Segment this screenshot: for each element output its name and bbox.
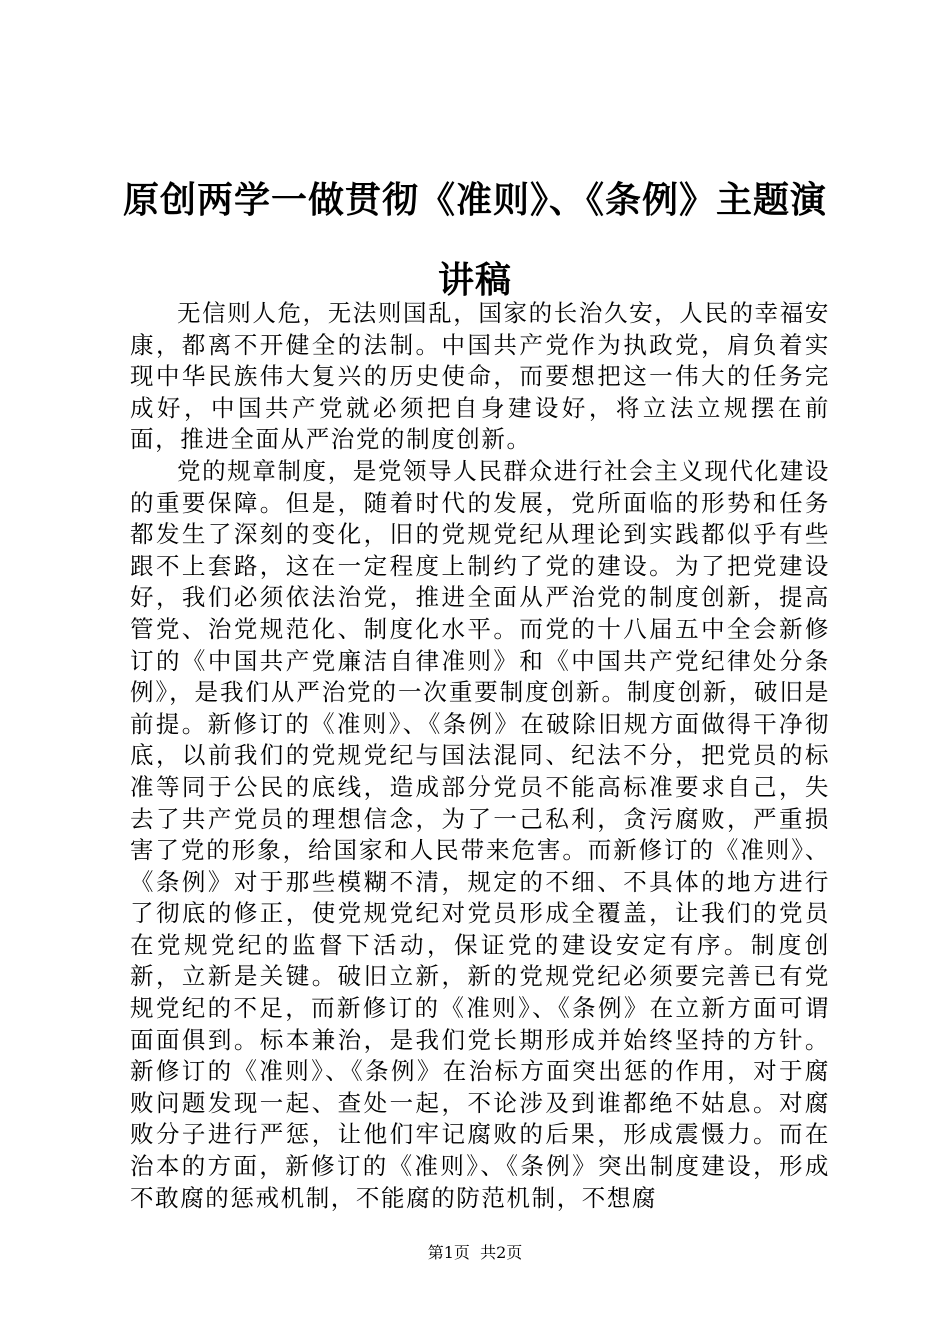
paragraph-1: 无信则人危，无法则国乱，国家的长治久安，人民的幸福安康，都离不开健全的法制。中国共产党作为执政党，肩负着实现中华民族伟大复兴的历史使命，而要想把这一伟大的任务完成好，中国共产党就必须把自身建设好，将立法立规摆在前面，推进全面从严治党的制度创新。 [130,299,830,454]
paragraph-2: 党的规章制度，是党领导人民群众进行社会主义现代化建设的重要保障。但是，随着时代的发展，党所面临的形势和任务都发生了深刻的变化，旧的党规党纪从理论到实践都似乎有些跟不上套路，这在一定程度上制约了党的建设。为了把党建设好，我们必须依法治党，推进全面从严治党的制度创新，提高管党、治党规范化、制度化水平。而党的十八届五中全会新修订的《中国共产党廉洁自律准则》和《中国共产党纪律处分条例》，是我们从严治党的一次重要制度创新。制度创新，破旧是前提。新修订的《准则》、《条例》在破除旧规方面做得干净彻底，以前我们的党规党纪与国法混同、纪法不分，把党员的标准等同于公民的底线，造成部分党员不能高标准要求自己，失去了共产党员的理想信念，为了一己私利，贪污腐败，严重损害了党的形象，给国家和人民带来危害。而新修订的《准则》、《条例》对于那些模糊不清，规定的不细、不具体的地方进行了彻底的修正，使党规党纪对党员形成全覆盖，让我们的党员在党规党纪的监督下活动，保证党的建设安定有序。制度创新，立新是关键。破旧立新，新的党规党纪必须要完善已有党规党纪的不足，而新修订的《准则》、《条例》在立新方面可谓面面俱到。标本兼治，是我们党长期形成并始终坚持的方针。新修订的《准则》、《条例》在治标方面突出惩的作用，对于腐败问题发现一起、查处一起，不论涉及到谁都绝不姑息。对腐败分子进行严惩，让他们牢记腐败的后果，形成震慑力。而在治本的方面，新修订的《准则》、《条例》突出制度建设，形成不敢腐的惩戒机制，不能腐的防范机制，不想腐 [130,456,830,1212]
document-title: 原创两学一做贯彻《准则》、《条例》主题演讲稿 [122,179,827,301]
page-number: 第1页 共2页 [427,1243,523,1262]
document-body [130,298,830,1214]
page-footer [0,1241,950,1265]
